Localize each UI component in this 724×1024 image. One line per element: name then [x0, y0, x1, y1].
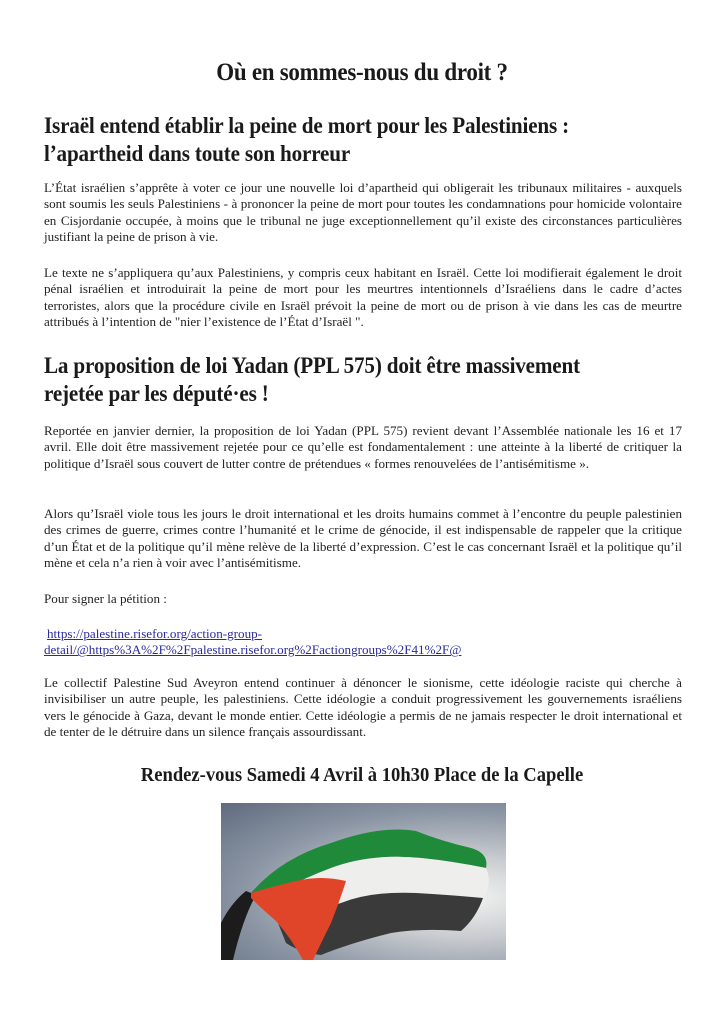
flag-illustration	[221, 803, 506, 960]
section2-heading-line2: rejetée par les député·es !	[44, 381, 269, 407]
section1-heading-line1: Israël entend établir la peine de mort pour les Palestiniens :	[44, 113, 570, 139]
petition-link[interactable]	[44, 626, 685, 659]
petition-link-line2[interactable]: detail/@https%3A%2F%2Fpalestine.risefor.org%2Factiongroups%2F41%2F@	[44, 642, 462, 658]
flag-pole	[221, 891, 256, 960]
rendezvous-announcement: Rendez-vous Samedi 4 Avril à 10h30 Place de la Capelle	[140, 764, 584, 786]
closing-paragraph: Le collectif Palestine Sud Aveyron entend continuer à dénoncer le sionisme, cette idéologie raciste qui cherche à invisibiliser un autre peuple, les palestiniens. Cette idéologie a conduit progressivement les gouvernements israéliens vers le génocide à Gaza, devant le monde entier. Cette idéologie a permis de ne jamais respecter le droit international et de tenter de le détruire dans un silence français assourdissant.	[44, 675, 682, 739]
section1-heading	[44, 112, 656, 168]
page-title: Où en sommes-nous du droit ?	[216, 59, 508, 86]
section2-heading	[44, 352, 656, 408]
section2-paragraph-2: Alors qu’Israël viole tous les jours le droit international et les droits humains commet à l’encontre du peuple palestinien des crimes de guerre, crimes contre l’humanité et le crime de génocide, il est indispensable de rappeler que la critique d’un État et de la politique qu’il mène relève de la liberté d’expression. C’est le cas concernant Israël et la politique qu’il mène et cela n’a rien à voir avec l’antisémitisme.	[44, 506, 682, 570]
section2-heading-line1: La proposition de loi Yadan (PPL 575) doit être massivement	[44, 353, 580, 379]
section2-paragraph-1: Reportée en janvier dernier, la proposition de loi Yadan (PPL 575) revient devant l’Assemblée nationale les 16 et 17 avril. Elle doit être massivement rejetée pour ce qu’elle est fondamentalement : une atteinte à la liberté de critiquer la politique d’Israël sous couvert de lutter contre de prétendues « formes renouvelées de l’antisémitisme ».	[44, 423, 682, 471]
section1-heading-line2: l’apartheid dans toute son horreur	[44, 141, 351, 167]
section1-paragraph-1: L’État israélien s’apprête à voter ce jour une nouvelle loi d’apartheid qui obligerait les tribunaux militaires - auxquels sont soumis les seuls Palestiniens - à prononcer la peine de mort pour toutes les condamnations pour homicide volontaire en Cisjordanie occupée, à moins que le tribunal ne juge exceptionnellement qu’il existe des circonstances particulières justifiant la peine de prison à vie.	[44, 180, 682, 244]
petition-link-line1[interactable]: https://palestine.risefor.org/action-group-	[47, 626, 263, 641]
palestinian-flag-photo	[221, 803, 506, 960]
section1-paragraph-2: Le texte ne s’appliquera qu’aux Palestiniens, y compris ceux habitant en Israël. Cette loi modifierait également le droit pénal israélien et introduirait la peine de mort pour les meurtres intentionnels d’Israéliens dans le cadre d’actes terroristes, alors que la procédure civile en Israël prévoit la peine de mort ou de prison à vie dans les cas de meurtre attribués à l’intention de "nier l’existence de l’État d’Israël ".	[44, 265, 682, 329]
petition-label: Pour signer la pétition :	[44, 591, 167, 606]
